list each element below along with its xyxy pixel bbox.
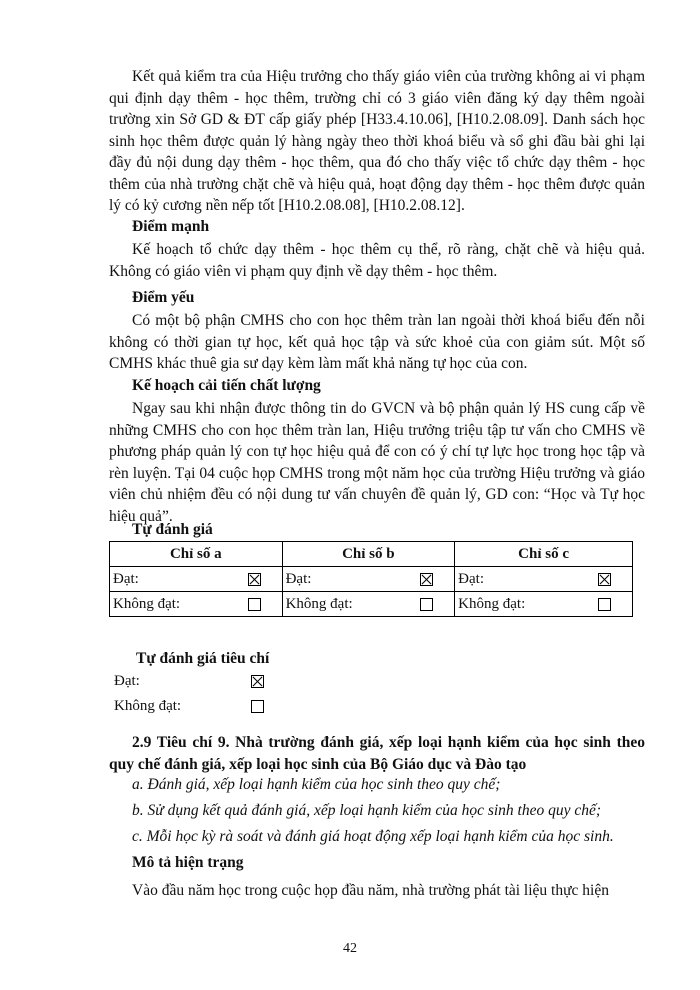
strengths-heading: Điểm mạnh [132,218,210,235]
fail-label: Không đạt: [113,595,181,612]
table-header-row [110,542,633,567]
pass-cell-a [110,567,283,592]
column-header-b: Chỉ số b [282,542,455,567]
status-paragraph: Vào đầu năm học trong cuộc họp đầu năm, nhà trường phát tài liệu thực hiện [132,882,609,899]
weaknesses-heading: Điểm yếu [132,289,195,306]
item-c: c. Mỗi học kỳ rà soát và đánh giá hoạt động xếp loại hạnh kiểm của học sinh. [132,828,614,845]
item-a: a. Đánh giá, xếp loại hạnh kiểm của học sinh theo quy chế; [132,776,501,793]
fail-cell-b [282,592,455,617]
section-title: 2.9 Tiêu chí 9. Nhà trường đánh giá, xếp loại hạnh kiểm của học sinh theo quy chế đánh giá, xếp loại học sinh của Bộ Giáo dục và Đào tạo [109,734,645,773]
weaknesses-paragraph: Có một bộ phận CMHS cho con học thêm tràn lan ngoài thời khoá biểu đến nỗi không có thời gian tự học, kết quả học tập và sức khoẻ của con giảm sút. Một số CMHS khác thuê gia sư dạy kèm làm mất khả năng tự học của con. [109,312,645,372]
pass-label: Đạt: [285,570,312,587]
criterion-pass-row [114,673,264,690]
fail-cell-a [110,592,283,617]
pass-cell-c [455,567,633,592]
criterion-heading: Tự đánh giá tiêu chí [136,650,270,667]
pass-label: Đạt: [458,570,484,587]
checked-box-icon[interactable] [251,675,264,688]
table-row-fail [110,592,633,617]
empty-box-icon[interactable] [248,598,261,611]
column-header-c: Chỉ số c [455,542,633,567]
self-assessment-table [109,541,633,617]
empty-box-icon[interactable] [251,700,264,713]
pass-cell-b [282,567,455,592]
pass-label: Đạt: [113,570,139,587]
plan-heading: Kế hoạch cải tiến chất lượng [132,377,321,394]
fail-label: Không đạt: [458,595,526,612]
checked-box-icon[interactable] [420,573,433,586]
status-heading: Mô tả hiện trạng [132,854,244,871]
column-header-a: Chỉ số a [110,542,283,567]
item-b: b. Sử dụng kết quả đánh giá, xếp loại hạnh kiểm của học sinh theo quy chế; [132,802,602,819]
checked-box-icon[interactable] [598,573,611,586]
self-assessment-heading: Tự đánh giá [132,521,213,538]
strengths-paragraph: Kế hoạch tổ chức dạy thêm - học thêm cụ thể, rõ ràng, chặt chẽ và hiệu quả. Không có giáo viên vi phạm quy định về dạy thêm - học thêm. [109,241,645,280]
criterion-pass-label: Đạt: [114,673,140,689]
checked-box-icon[interactable] [248,573,261,586]
criterion-fail-label: Không đạt: [114,698,182,714]
intro-paragraph: Kết quả kiểm tra của Hiệu trưởng cho thấy giáo viên của trường không ai vi phạm qui định dạy thêm - học thêm, trường chỉ có 3 giáo viên đăng ký dạy thêm ngoài trường xin Sở GD & ĐT cấp giấy phép [H33.4.10.06], [H10.2.08.09]. Danh sách học sinh học thêm được quản lý hàng ngày theo thời khoá biểu và sổ ghi đầu bài ghi lại đầy đủ nội dung dạy thêm - học thêm, qua đó cho thấy việc tổ chức dạy thêm - học thêm của nhà trường chặt chẽ và hiệu quả, hoạt động dạy thêm - học thêm được quản lý có kỷ cương nền nếp tốt [H10.2.08.08], [H10.2.08.12]. [109,68,645,214]
fail-label: Không đạt: [285,595,353,612]
criterion-fail-row [114,698,264,715]
empty-box-icon[interactable] [420,598,433,611]
table-row-pass [110,567,633,592]
fail-cell-c [455,592,633,617]
empty-box-icon[interactable] [598,598,611,611]
page-number: 42 [343,941,357,956]
plan-paragraph: Ngay sau khi nhận được thông tin do GVCN và bộ phận quản lý HS cung cấp về những CMHS cho con học thêm tràn lan, Hiệu trưởng triệu tập tư vấn cho CMHS về phương pháp quản lý con tự học hiệu quả để con có ý chí tự lực học trong học tập và rèn luyện. Tại 04 cuộc họp CMHS trong một năm học của trường Hiệu trưởng và giáo viên chủ nhiệm đều có nội dung tư vấn chuyên đề quản lý, GD con: “Học và Tự học hiệu quả”. [109,400,645,525]
